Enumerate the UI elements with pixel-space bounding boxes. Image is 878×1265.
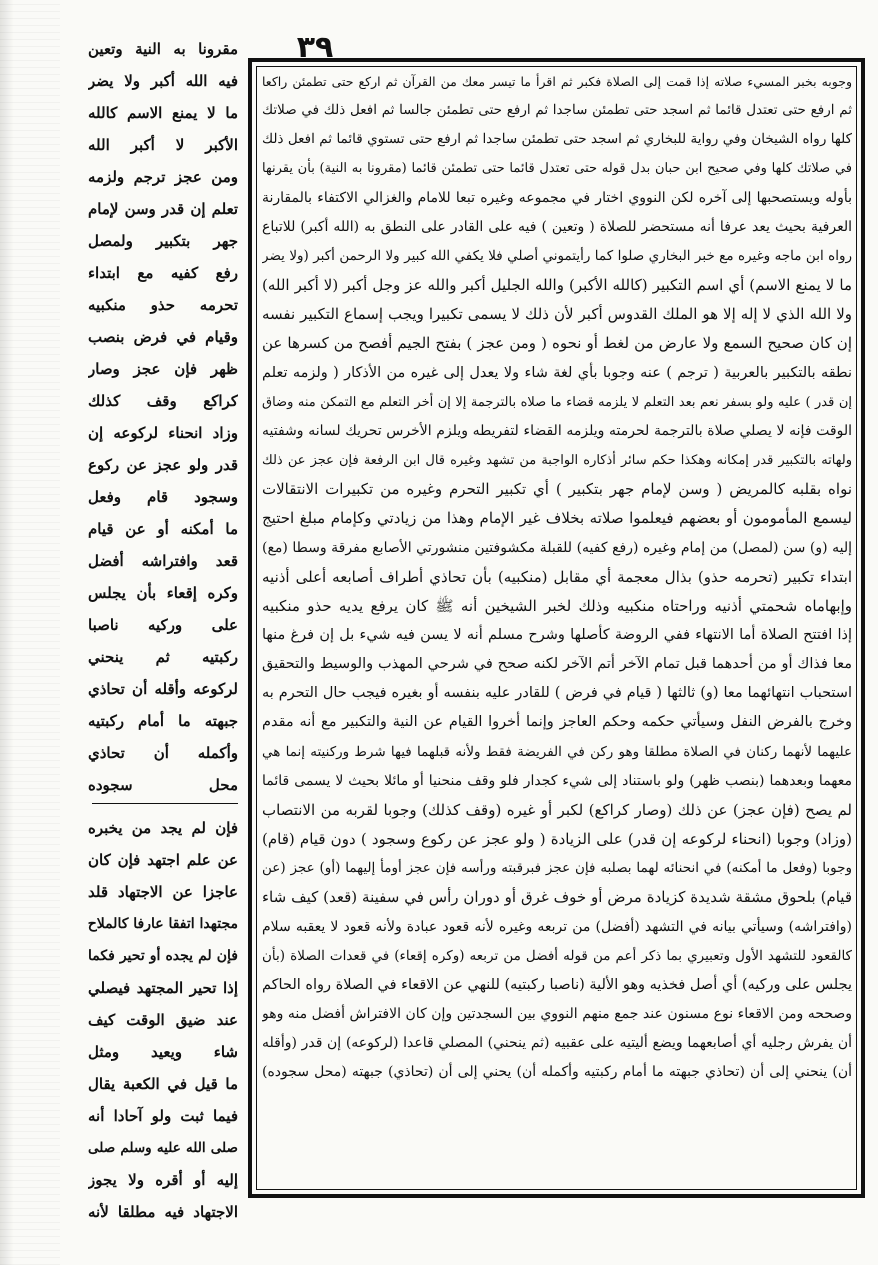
main-text-line: رواه ابن ماجه وغيره مع خبر البخاري صلوا كما رأيتموني أصلي فلا يكفي الله كبير ولا الرحمن أكبر (ولا يضر — [262, 247, 852, 264]
margin-commentary-column — [88, 812, 238, 1228]
margin-matn-column — [88, 33, 238, 801]
margin-matn-line: تعلم إن قدر وسن لإمام — [88, 200, 238, 218]
main-text-line: قيام) بلحوق مشقة شديدة كزيادة مرض أو خوف غرق أو دوران رأس في سفينة (قعد) كيف شاء — [262, 888, 852, 907]
margin-matn-line: على وركيه ناصبا — [88, 616, 238, 634]
main-text-line: (وافتراشه) وسيأتي بيانه في التشهد (أفضل) من تربعه وغيره لأنه قعود عبادة ولأنه قعود لا يعقبه سلام — [262, 918, 852, 935]
margin-matn-line: مقرونا به النية وتعين — [88, 40, 238, 58]
margin-matn-line: الأكبر لا أكبر الله — [88, 136, 238, 154]
margin-divider — [92, 803, 238, 804]
main-text-line: استحباب انتهائهما معا (و) ثالثها ( قيام في فرض ) للقادر عليه بنفسه أو بغيره فيجب حال التحرم به — [262, 685, 852, 702]
main-text-line: إذا افتتح الصلاة أما الانتهاء ففي الروضة كأصلها وشرح مسلم أنه لا يسن فيه شيء بل إن فرغ منها — [262, 626, 852, 643]
main-text-line: ولا الله الذي لا إله إلا هو الملك القدوس أكبر لأن ذلك لا يسمى تكبيرا ويجب إسماع التكبير نفسه — [262, 305, 852, 324]
page-edge-shadow — [0, 0, 14, 1265]
main-text-line: لم يصح (فإن عجز) عن ذلك (وصار كراكع) لكبر أو غيره (وقف كذلك) وجوبا لقربه من الانتصاب — [262, 800, 852, 819]
main-text-line: ثم ارفع حتى تعتدل قائما ثم اسجد حتى تطمئن ساجدا ثم ارفع حتى تطمئن جالسا ثم افعل ذلك في صلاتك — [262, 102, 852, 119]
main-text-line: أن) ينحني إلى أن (تحاذي جبهته ما أمام ركبتيه وأكمله أن) يحني إلى أن (تحاذي) جبهته (محل سجوده) — [262, 1064, 852, 1081]
main-text-line: إن كان صحيح السمع ولا عارض من لغط أو نحوه ( ومن عجز ) بفتح الجيم أفصح من كسرها عن — [262, 334, 852, 353]
main-text-line: إليه (و) سن (لمصل) من إمام وغيره (رفع كفيه) للقبلة مكشوفتين منشورتي الأصابع مفرقة وسطا (مع) — [262, 539, 852, 556]
margin-matn-line: لركوعه وأقله أن تحاذي — [88, 680, 238, 698]
margin-matn-line: وأكمله أن تحاذي — [88, 744, 238, 762]
margin-matn-line: وكره إقعاء بأن يجلس — [88, 584, 238, 602]
margin-matn-line: محل سجوده — [88, 776, 238, 794]
margin-commentary-line: الاجتهاد فيه مطلقا لأنه — [88, 1203, 238, 1221]
main-text-line: كلها رواه الشيخان وفي رواية للبخاري ثم اسجد حتى تطمئن ساجدا ثم ارفع حتى تستوي قائما ثم افعل ذلك — [262, 131, 852, 148]
main-text-line: نواه بقلبه كالمريض ( وسن لإمام جهر بتكبير ) أي تكبير التحرم وغيره من تكبيرات الانتقالات — [262, 480, 852, 499]
margin-matn-line: قدر ولو عجز عن ركوع — [88, 456, 238, 474]
margin-commentary-line: فإن لم يجده أو تحير فكما — [88, 948, 238, 964]
margin-commentary-line: إذا تحير المجتهد فيصلي — [88, 979, 238, 997]
main-text-line: كالقعود للتشهد الأول وتعبيري بما ذكر أعم من قوله أفضل من تربعه (وكره إقعاء) في قعدات الصلاة (بأن — [262, 947, 852, 964]
margin-matn-line: وقيام في فرض بنصب — [88, 328, 238, 346]
main-text-line: ولهاته بالتكبير قدر إمكانه وهكذا حكم سائر أذكاره الواجبة من تشهد وغيره قال ابن الرفعة فإن عجز عن ذلك — [262, 453, 852, 469]
margin-commentary-line: إليه أو أقره ولا يجوز — [88, 1171, 238, 1189]
main-text-line: معهما وبعدهما (بنصب ظهر) ولو باستناد إلى شيء كجدار فلو وقف منحنيا أو مائلا بحيث لا يسمى قائما — [262, 772, 852, 789]
margin-matn-line: ما أمكنه أو عن قيام — [88, 520, 238, 538]
margin-matn-line: ما لا يمنع الاسم كالله — [88, 104, 238, 122]
margin-commentary-line: ما قيل في الكعبة يقال — [88, 1075, 238, 1093]
margin-commentary-line: عن علم اجتهد فإن كان — [88, 851, 238, 869]
margin-commentary-line: عند ضيق الوقت كيف — [88, 1011, 238, 1029]
main-text-line: العرفية بحيث يعد عرفا أنه مستحضر للصلاة ( وتعين ) فيه على القادر على النطق به (الله أكبر) للاتباع — [262, 218, 852, 235]
main-text-line: وإبهاماه شحمتي أذنيه وراحتاه منكبيه وذلك لخبر الشيخين أنه ﷺ كان يرفع يديه حذو منكبيه — [262, 596, 852, 615]
margin-matn-line: تحرمه حذو منكبيه — [88, 296, 238, 314]
main-text-line: الوقت فإنه لا يصلي صلاة بالترجمة لحرمته ويلزمه القضاء لتفريطه ويلزم الأخرس تحريك لسانه وشفتيه — [262, 422, 852, 439]
margin-matn-line: جبهته ما أمام ركبتيه — [88, 712, 238, 730]
margin-commentary-line: فإن لم يجد من يخبره — [88, 819, 238, 837]
margin-commentary-line: صلى الله عليه وسلم صلى — [88, 1140, 238, 1156]
main-text-line: في صلاتك كلها وفي صحيح ابن حبان بدل قوله حتى تعتدل قائما حتى تطمئن قائما (مقرونا به النية) بأن يقرنها — [262, 161, 852, 177]
margin-matn-line: ومن عجز ترجم ولزمه — [88, 168, 238, 186]
margin-matn-line: فيه الله أكبر ولا يضر — [88, 72, 238, 90]
main-text-line: ما لا يمنع الاسم) أي اسم التكبير (كالله الأكبر) والله الجليل أكبر والله عز وجل أكبر (لا أكبر الله) — [262, 276, 852, 295]
main-text-line: يجلس على وركيه) أي أصل فخذيه وهو الألية (ناصبا ركبتيه) للنهي عن الاقعاء في الصلاة رواه الحاكم — [262, 976, 852, 993]
main-text-line: بأوله ويستصحبها إلى آخره لكن النووي اختار في مجموعه وغيره تبعا للامام والغزالي الاكتفاء بالمقارنة — [262, 189, 852, 206]
main-text-line: وجوبه بخبر المسيء صلاته إذا قمت إلى الصلاة فكبر ثم اقرأ ما تيسر معك من القرآن ثم اركع حتى تطمئن راكعا — [262, 74, 852, 89]
margin-matn-line: وسجود قام وفعل — [88, 488, 238, 506]
margin-matn-line: ظهر فإن عجز وصار — [88, 360, 238, 378]
main-text-block — [262, 67, 852, 1187]
margin-matn-line: ركبتيه ثم ينحني — [88, 648, 238, 666]
main-text-line: ليسمع المأمومون أو بعضهم فيعلموا صلاته بخلاف غير الإمام وهذا من زيادتي وكإمام مبلغ احتيج — [262, 509, 852, 528]
margin-matn-line: وزاد انحناء لركوعه إن — [88, 424, 238, 442]
main-text-line: إن قدر ) عليه ولو بسفر نعم بعد التعلم لا يلزمه قضاء ما صلاه بالترجمة إلا إن أخر التعلم مع التمكن منه وضاق — [262, 394, 852, 410]
margin-commentary-line: شاء ويعيد ومثل — [88, 1043, 238, 1061]
margin-commentary-line: فيما ثبت ولو آحادا أنه — [88, 1107, 238, 1125]
page-number: ٣٩ — [296, 30, 334, 65]
main-text-line: وصححه ومن الاقعاء نوع مسنون عند جمع منهم النووي بين السجدتين وإن كان الافتراش أفضل منه وهو — [262, 1006, 852, 1022]
main-text-line: ابتداء تكبير (تحرمه حذو) بذال معجمة أي مقابل (منكبيه) بأن تحاذي أطراف أصابعه أعلى أذنيه — [262, 567, 852, 586]
margin-commentary-line: مجتهدا اتفقا عارفا كالملاح — [88, 916, 238, 932]
main-text-line: وجوبا (وفعل ما أمكنه) في انحنائه لهما بصلبه فإن عجز فبرقبته ورأسه فإن عجز أومأ إليهما (أو) عجز (عن — [262, 860, 852, 877]
margin-matn-line: قعد وافتراشه أفضل — [88, 552, 238, 570]
margin-matn-line: كراكع وقف كذلك — [88, 392, 238, 410]
main-text-line: (وزاد) وجوبا (انحناء لركوعه إن قدر) على الزيادة ( ولو عجز عن ركوع وسجود ) دون قيام (قام) — [262, 830, 852, 849]
main-text-line: وخرج بالفرض النفل وسيأتي حكمه وحكم العاجز وإنما أخروا القيام عن النية والتكبير مع أنه مقدم — [262, 714, 852, 731]
margin-matn-line: رفع كفيه مع ابتداء — [88, 264, 238, 282]
main-text-line: أن يفرش رجليه أي أصابعهما ويضع أليتيه على عقبيه (ثم ينحني) المصلي قاعدا (لركوعه) إن قدر (وأقله — [262, 1035, 852, 1052]
main-text-line: معا فذاك أو من أحدهما قبل تمام الآخر أتم الآخر لكنه صحح في شرحي المهذب والوسيط والتحقيق — [262, 656, 852, 673]
main-text-line: نطقه بالتكبير بالعربية ( ترجم ) عنه وجوبا بأي لغة شاء ولا يعدل إلى غيره من الأذكار ( ولزمه تعلم — [262, 364, 852, 381]
margin-matn-line: جهر بتكبير ولمصل — [88, 232, 238, 250]
margin-commentary-line: عاجزا عن الاجتهاد قلد — [88, 883, 238, 901]
main-text-line: عليهما لأنهما ركنان في الصلاة مطلقا وهو ركن في الفريضة فقط ولأنه قبلهما فيها شرط وركنيته إنما هي — [262, 743, 852, 760]
